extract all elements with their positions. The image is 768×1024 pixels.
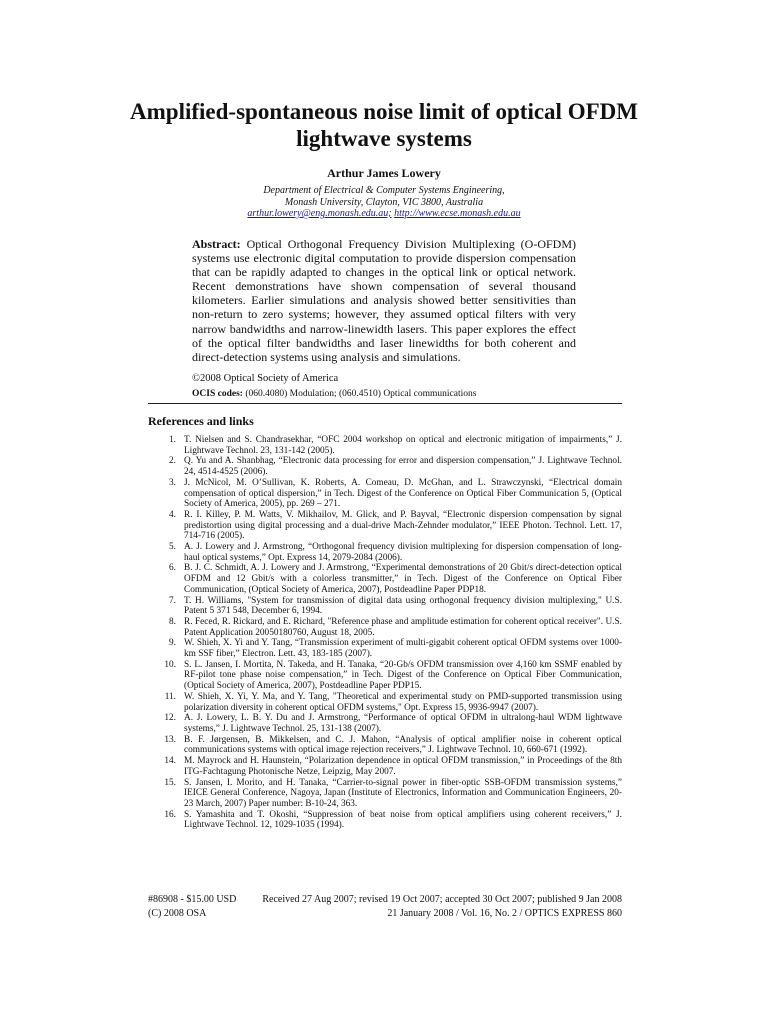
affiliation [100,185,668,220]
reference-number: 6. [169,563,176,574]
reference-item [148,713,622,734]
ocis-codes [192,389,476,399]
author-name: Arthur James Lowery [327,166,441,180]
reference-number: 11. [164,691,176,702]
reference-number: 1. [169,435,176,445]
email-link[interactable]: arthur.lowery@eng.monash.edu.au; [247,208,392,219]
affiliation-dept: Department of Electrical & Computer Systems Engineering, [263,185,505,196]
reference-text: S. L. Jansen, I. Mortita, N. Takeda, and H. Tanaka, “20-Gb/s OFDM transmission over 4,160 km SSMF enabled by RF-pilot tone phase noise compensation,” in Tech. Digest of the Conference on Optical Fiber Communication, (Optical Society of America, 2007), Postdeadline Paper PDP15. [184,659,622,692]
affiliation-univ: Monash University, Clayton, VIC 3800, Australia [284,196,484,208]
reference-item [148,735,622,756]
reference-number: 7. [169,595,176,606]
reference-text: W. Shieh, X. Yi, Y. Ma, and Y. Tang, "Theoretical and experimental study on PMD-supported transmission using polarization diversity in coherent optical OFDM systems," Opt. Express 15, 9936-9947 (2007). [184,691,622,713]
reference-text: T. Nielsen and S. Chandrasekhar, “OFC 2004 workshop on optical and electronic mitigation of impairments,” J. Lightwave Technol. 23, 131-142 (2005). [184,435,622,456]
reference-item [148,692,622,713]
footer-journal: 21 January 2008 / Vol. 16, No. 2 / OPTICS EXPRESS 860 [387,908,622,919]
abstract-text: Optical Orthogonal Frequency Division Multiplexing (O-OFDM) systems use electronic digital computation to provide dispersion compensation that can be rapidly adapted to changes in the optical link or optical network. Recent demonstrations have shown compensation of several thousand kilometers. Earlier simulations and analysis showed better sensitivities than non-return to zero systems; however, they assumed optical filters with very narrow bandwidths and narrow-linewidth lasers. This paper explores the effect of the optical filter bandwidths and laser linewidths for both coherent and direct-detection systems using analysis and simulations. [192,237,577,364]
reference-number: 13. [164,734,176,745]
references-list [148,435,622,831]
reference-text: R. I. Killey, P. M. Watts, V. Mikhailov, M. Glick, and P. Bayval, “Electronic dispersion compensation by signal predistortion using digital processing and a dual-drive Mach-Zehnder modulator,” IEEE Photon. Technol. Lett. 17, 714-716 (2005). [184,509,622,542]
reference-item [148,756,622,777]
footer-price: #86908 - $15.00 USD [148,894,237,905]
paper-title: Amplified-spontaneous noise limit of optical OFDM lightwave systems [130,99,638,151]
reference-item [148,542,622,563]
reference-item [148,510,622,542]
reference-text: Q. Yu and A. Shanbhag, “Electronic data processing for error and dispersion compensation,” J. Lightwave Technol. 24, 4514-4525 (2006). [184,456,622,478]
reference-text: S. Yamashita and T. Okoshi, “Suppression of beat noise from optical amplifiers using coherent receivers,” J. Lightwave Technol. 12, 1029-1035 (1994). [184,809,622,831]
reference-item [148,456,622,477]
abstract-label: Abstract: [192,237,241,251]
copyright: ©2008 Optical Society of America [192,373,339,384]
footer-dates: Received 27 Aug 2007; revised 19 Oct 2007; accepted 30 Oct 2007; published 9 Jan 2008 [262,894,622,905]
section-divider [148,403,622,404]
reference-number: 3. [169,477,176,488]
reference-item [148,617,622,638]
reference-number: 9. [169,638,176,649]
reference-item [148,638,622,659]
reference-number: 10. [164,659,176,670]
reference-number: 5. [169,542,176,553]
reference-text: B. F. Jørgensen, B. Mikkelsen, and C. J. Mahon, “Analysis of optical amplifier noise in coherent optical communications systems with optical image rejection receivers,” J. Lightwave Technol. 10, 660-671 (1992). [184,734,622,756]
reference-number: 16. [164,809,176,820]
reference-number: 15. [164,777,176,788]
reference-item [148,660,622,692]
reference-number: 12. [164,713,176,724]
references-heading: References and links [148,414,254,428]
reference-text: J. McNicol, M. O’Sullivan, K. Roberts, A. Comeau, D. McGhan, and L. Strawczynski, “Electrical domain compensation of optical dispersion,” in Tech. Digest of the Conference on Optical Fiber Communication 5, (Optical Society of America, 2005), pp. 269 – 271. [184,477,622,510]
reference-number: 2. [169,456,176,467]
reference-number: 14. [164,756,176,767]
reference-text: A. J. Lowery and J. Armstrong, “Orthogonal frequency division multiplexing for dispersion compensation of long-haul optical systems,” Opt. Express 14, 2079-2084 (2006). [184,542,622,563]
abstract [192,237,576,364]
reference-number: 4. [169,509,176,520]
reference-item [148,596,622,617]
reference-text: A. J. Lowery, L. B. Y. Du and J. Armstrong, “Performance of optical OFDM in ultralong-haul WDM lightwave systems,” J. Lightwave Technol. 25, 131-138 (2007). [184,713,622,734]
reference-item [148,810,622,831]
reference-number: 8. [169,616,176,627]
affiliation-links [100,208,668,220]
reference-item [148,778,622,810]
footer-copyright: (C) 2008 OSA [148,908,207,919]
reference-text: T. H. Williams, "System for transmission of digital data using orthogonal frequency division multiplexing," U.S. Patent 5 371 548, December 6, 1994. [184,595,622,617]
reference-text: W. Shieh, X. Yi and Y. Tang, “Transmission experiment of multi-gigabit coherent optical OFDM systems over 1000-km SSF fiber,” Electron. Lett. 43, 183-185 (2007). [184,638,622,660]
reference-text: S. Jansen, I. Morito, and H. Tanaka, “Carrier-to-signal power in fiber-optic SSB-OFDM transmission systems,” IEICE General Conference, Nagoya, Japan (Institute of Electronics, Information and Communication Engineers, 20-23 March, 2007) Paper number: B-10-24, 363. [184,777,622,809]
ocis-label: OCIS codes: [192,389,243,399]
reference-text: M. Mayrock and H. Haunstein, “Polarization dependence in optical OFDM transmission,” in Proceedings of the 8th ITG-Fachtagung Photonische Netze, Leipzig, May 2007. [184,756,622,777]
reference-item [148,563,622,595]
reference-item [148,435,622,456]
reference-text: R. Feced, R. Rickard, and E. Richard, "Reference phase and amplitude estimation for coherent optical receiver". U.S. Patent Application 20050180760, August 18, 2005. [184,616,622,638]
website-link[interactable]: http://www.ecse.monash.edu.au [394,208,521,219]
reference-text: B. J. C. Schmidt, A. J. Lowery and J. Armstrong, “Experimental demonstrations of 20 Gbit/s direct-detection optical OFDM and 12 Gbit/s with a colorless transmitter,” in Tech. Digest of the Conference on Optical Fiber Communication, (Optical Society of America, 2007), Postdeadline Paper PDP18. [184,563,622,595]
reference-item [148,478,622,510]
ocis-text: (060.4080) Modulation; (060.4510) Optical communications [245,389,477,399]
